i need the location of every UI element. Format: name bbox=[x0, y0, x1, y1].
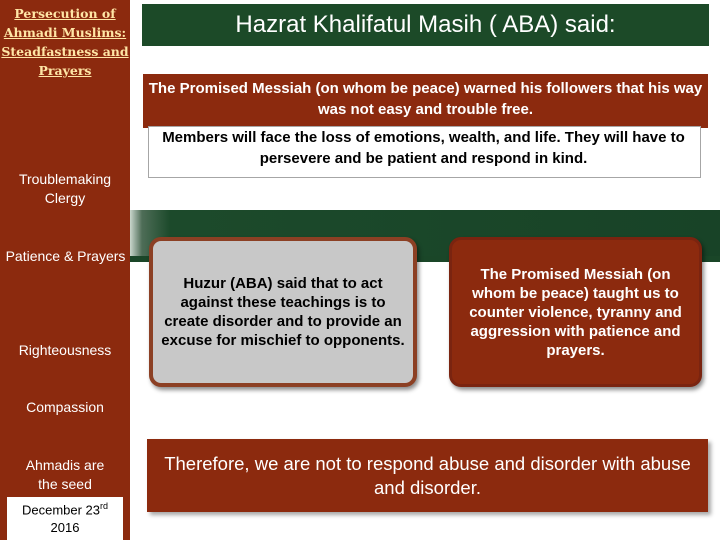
date-year: 2016 bbox=[50, 520, 80, 536]
date-superscript: rd bbox=[100, 501, 109, 511]
date-box bbox=[7, 497, 123, 540]
sidebar-item-troublemaking-clergy: Troublemaking Clergy bbox=[18, 171, 112, 206]
page-heading: Hazrat Khalifatul Masih ( ABA) said: bbox=[235, 11, 616, 38]
card-patience-text: The Promised Messiah (on whom be peace) taught us to counter violence, tyranny and aggression with patience and prayers. bbox=[469, 265, 682, 359]
date-text: December 23 bbox=[21, 502, 101, 518]
sidebar-item-ahmadis-seed: Ahmadis are the seed bbox=[25, 457, 105, 492]
quote-part1: The Promised Messiah (on whom be peace) warned his followers that his way was not easy and trouble free. bbox=[148, 80, 703, 118]
heading-box bbox=[142, 4, 709, 46]
sidebar-item-compassion: Compassion bbox=[26, 399, 104, 415]
conclusion-box bbox=[147, 439, 708, 512]
conclusion-text: Therefore, we are not to respond abuse and disorder with abuse and disorder. bbox=[164, 452, 691, 498]
quote-part2: Members will face the loss of emotions, wealth, and life. They will have to persevere and be patient and respond in kind. bbox=[162, 129, 685, 167]
sidebar-title: Persecution of Ahmadi Muslims: Steadfastness and Prayers bbox=[1, 6, 129, 78]
card-patience bbox=[449, 237, 702, 387]
sidebar-item-patience-prayers: Patience & Prayers bbox=[5, 248, 126, 264]
card-teachings bbox=[149, 237, 417, 387]
card-teachings-text: Huzur (ABA) said that to act against these teachings is to create disorder and to provide an excuse for mischief to opponents. bbox=[161, 275, 405, 349]
sidebar-item-righteousness: Righteousness bbox=[18, 342, 112, 358]
